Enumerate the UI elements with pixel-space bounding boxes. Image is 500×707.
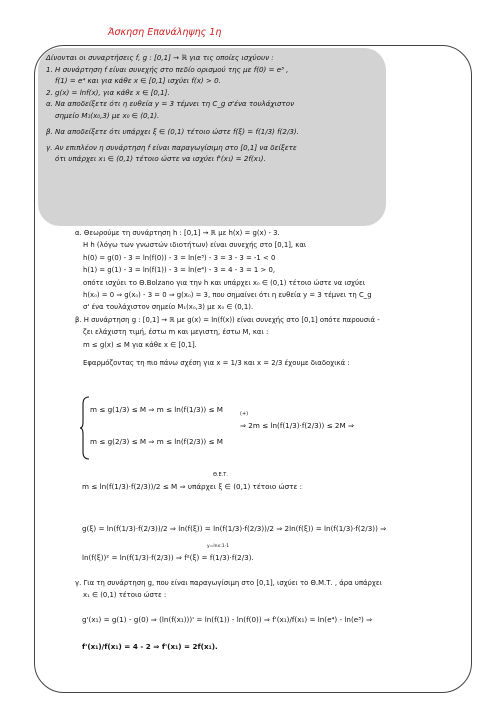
gamma-block: [75, 577, 382, 602]
solution-part-a-b: [75, 227, 465, 369]
sol-line-5: οπότε ισχύει το Θ.Bolzano για την h και υπάρχει x₀ ∈ (0,1) τέτοιο ώστε να ισχύει: [83, 278, 366, 287]
xi-line: g(ξ) = ln(f(1/3)·f(2/3))/2 ⇒ ln(f(ξ)) = ln(f(1/3)·f(2/3))/2 ⇒ 2ln(f(ξ)) = ln(f(1/3)·f(2/3)) ⇒: [82, 524, 387, 533]
sol-line-10: m ≤ g(x) ≤ M για κάθε x ∈ [0,1].: [83, 340, 197, 349]
given-line-3: f(1) = e⁴ και για κάθε x ∈ [0,1] ισχύει f(x) > 0.: [55, 76, 221, 86]
page-title: Άσκηση Επανάληψης 1η: [108, 27, 222, 38]
sol-line-9: ζει ελάχιστη τιμή, έστω m και μεγιστη, έστω M, και :: [83, 328, 269, 337]
thet-mark: Θ.Ε.Τ.: [213, 472, 228, 478]
gamma-line-1: γ. Για τη συνάρτηση g, που είναι παραγωγίσιμη στο [0,1], ισχύει το Θ.Μ.Τ. , άρα υπάρχει: [75, 579, 382, 587]
system-brace: [80, 396, 90, 460]
sol-line-4: h(1) = g(1) - 3 = ln(f(1)) - 3 = ln(e⁴) - 3 = 4 - 3 = 1 > 0,: [83, 266, 276, 275]
sol-line-8: β. Η συνάρτηση g : [0,1] → ℝ με g(x) = ln(f(x)) είναι συνεχής στο [0,1] οπότε παρουσιά -: [75, 315, 380, 324]
sol-line-6: h(x₀) = 0 ⇒ g(x₀) - 3 = 0 ⇒ g(x₀) = 3, που σημαίνει ότι η ευθεία y = 3 τέμνει τη C_g: [83, 291, 372, 300]
sol-line-1: α. Θεωρούμε τη συνάρτηση h : [0,1] → ℝ με h(x) = g(x) - 3.: [75, 229, 280, 237]
given-line-4: 2. g(x) = lnf(x), για κάθε x ∈ [0,1].: [46, 87, 170, 97]
given-line-6: σημείο M₁(x₀,3) με x₀ ∈ (0,1).: [55, 110, 160, 120]
sol-line-11: Εφαρμόζοντας τη πιο πάνω σχέση για x = 1/3 και x = 2/3 έχουμε διαδοχικά :: [83, 359, 350, 368]
final-b: ln(f(ξ))² = ln(f(1/3)·f(2/3)) ⇒ f²(ξ) = f(1/3)·f(2/3).: [82, 553, 254, 562]
given-line-1: Δίνονται οι συναρτήσεις f, g : [0,1] → ℝ για τις οποίες ισχύουν :: [46, 53, 274, 62]
problem-statement-box: [38, 48, 386, 226]
given-line-2: 1. Η συνάρτηση f είναι συνεχής στο πεδίο ορισμού της με f(0) = e³ ,: [46, 64, 289, 74]
given-line-9: ότι υπάρχει x₁ ∈ (0,1) τέτοιο ώστε να ισχύει f'(x₁) = 2f(x₁).: [55, 154, 266, 164]
final-c: f'(x₁)/f(x₁) = 4 - 2 ⇒ f'(x₁) = 2f(x₁).: [82, 642, 218, 651]
plus-mark: (+): [240, 411, 249, 417]
given-line-8: γ. Αν επιπλέον η συνάρτηση f είναι παραγωγίσιμη στο [0,1] να δείξετε: [46, 142, 297, 152]
gamma-line-2: x₁ ∈ (0,1) τέτοιο ώστε :: [83, 591, 167, 600]
system-result: ⇒ 2m ≤ ln(f(1/3)·f(2/3)) ≤ 2M ⇒: [240, 421, 355, 430]
given-line-5: α. Να αποδείξετε ότι η ευθεία y = 3 τέμνει τη C_g σ'ένα τουλάχιστον: [46, 99, 295, 109]
injective-mark: y=lnx:1-1: [207, 544, 230, 549]
mvt-line: g'(x₁) = g(1) - g(0) ⇒ (ln(f(x₁)))' = ln(f(1)) - ln(f(0)) ⇒ f'(x₁)/f(x₁) = ln(e⁴) - ln(e³) ⇒: [82, 615, 373, 624]
system-row-2: m ≤ g(2/3) ≤ M ⇒ m ≤ ln(f(2/3)) ≤ M: [90, 437, 223, 446]
given-line-7: β. Να αποδείξετε ότι υπάρχει ξ ∈ (0,1) τέτοιο ώστε f(ξ) = f(1/3) f(2/3).: [46, 126, 299, 136]
sol-line-2: Η h (λόγω των γνωστών ιδιοτήτων) είναι συνεχής στο [0,1], και: [83, 241, 307, 250]
system-row-1: m ≤ g(1/3) ≤ M ⇒ m ≤ ln(f(1/3)) ≤ M: [90, 405, 223, 414]
sol-line-3: h(0) = g(0) - 3 = ln(f(0)) - 3 = ln(e³) - 3 = 3 - 3 = -1 < 0: [83, 253, 276, 262]
ivt-line: m ≤ ln(f(1/3)·f(2/3))/2 ≤ M ⇒ υπάρχει ξ ∈ (0,1) τέτοιο ώστε :: [82, 482, 303, 491]
sol-line-7: σ' ένα τουλάχιστον σημείο M₁(x₀,3) με x₀ ∈ (0,1).: [83, 303, 254, 312]
